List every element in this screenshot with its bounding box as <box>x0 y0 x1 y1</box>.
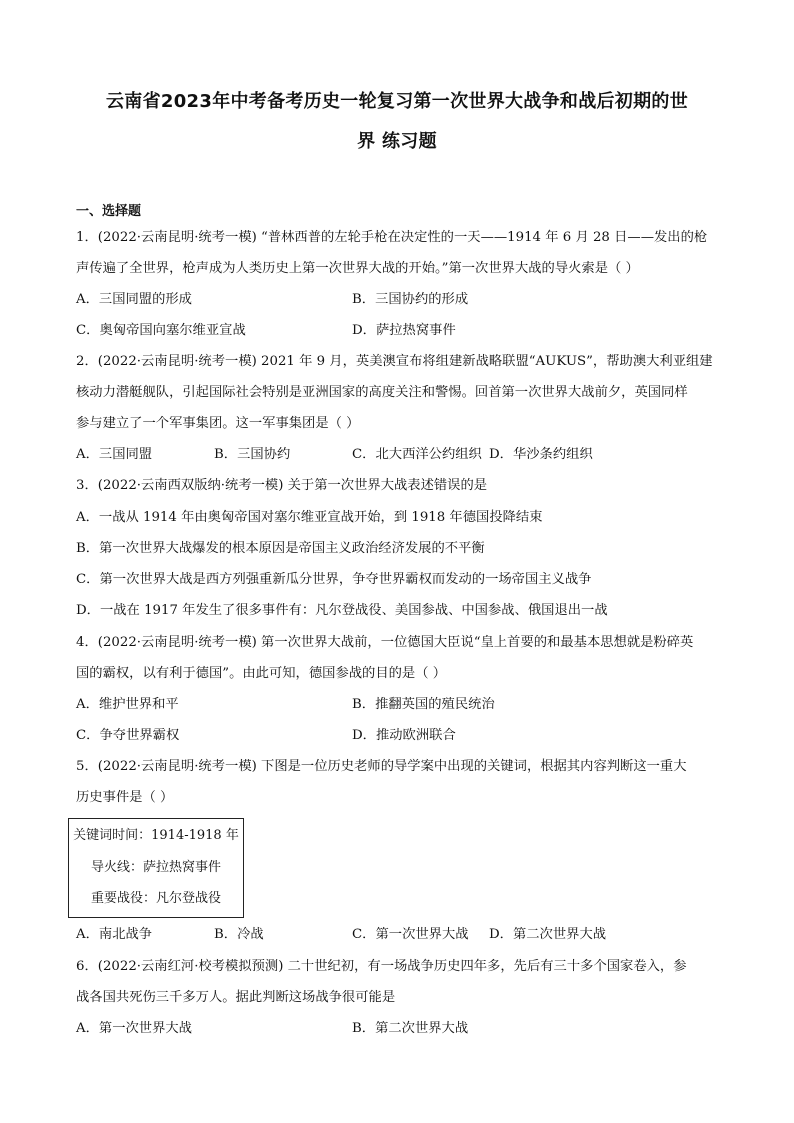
option-d: D．萨拉热窝事件 <box>352 323 456 338</box>
option-d: D．推动欧洲联合 <box>352 728 456 743</box>
keyword-battle: 重要战役：凡尔登战役 <box>90 891 221 906</box>
question-text: 历史事件是（ ） <box>76 790 174 805</box>
option-a: A．第一次世界大战 <box>76 1021 192 1036</box>
option-c: C．北大西洋公约组织 <box>352 447 482 462</box>
title-line-2: 界 练习题 <box>357 131 437 152</box>
question-text: 声传遍了全世界，枪声成为人类历史上第一次世界大战的开始。”第一次世界大战的导火索是（ ） <box>76 261 639 276</box>
option-a: A．三国同盟 <box>76 447 153 462</box>
question-text: 1．(2022·云南昆明·统考一模) “普林西普的左轮手枪在决定性的一天——1914 年 6 月 28 日——发出的枪 <box>76 230 708 245</box>
option-c: C．奥匈帝国向塞尔维亚宣战 <box>76 323 246 338</box>
option-c: C．第一次世界大战是西方列强重新瓜分世界，争夺世界霸权而发动的一场帝国主义战争 <box>76 572 592 587</box>
option-b: B．推翻英国的殖民统治 <box>352 697 495 712</box>
keyword-time: 关键词时间：1914-1918 年 <box>73 828 239 843</box>
title-line-1: 云南省2023年中考备考历史一轮复习第一次世界大战争和战后初期的世 <box>106 91 688 112</box>
question-text: 3．(2022·云南西双版纳·统考一模) 关于第一次世界大战表述错误的是 <box>76 478 488 493</box>
question-text: 4．(2022·云南昆明·统考一模) 第一次世界大战前，一位德国大臣说“皇上首要的和最基本思想就是粉碎英 <box>76 635 694 650</box>
option-b: B．三国协约的形成 <box>352 292 469 307</box>
option-b: B．第一次世界大战爆发的根本原因是帝国主义政治经济发展的不平衡 <box>76 541 485 556</box>
option-d: D．华沙条约组织 <box>489 447 593 462</box>
option-a: A．三国同盟的形成 <box>76 292 192 307</box>
question-text: 国的霸权，以有利于德国”。由此可知，德国参战的目的是（ ） <box>76 666 447 681</box>
question-text: 核动力潜艇舰队，引起国际社会特别是亚洲国家的高度关注和警惕。回首第一次世界大战前夕，英国同样 <box>76 385 688 400</box>
section-heading: 一、选择题 <box>76 204 142 219</box>
option-d: D．第二次世界大战 <box>489 927 607 942</box>
question-text: 6．(2022·云南红河·校考模拟预测) 二十世纪初，有一场战争历史四年多，先后有三十多个国家卷入，参 <box>76 959 687 974</box>
option-b: B．第二次世界大战 <box>352 1021 469 1036</box>
option-a: A．南北战争 <box>76 927 153 942</box>
question-text: 5．(2022·云南昆明·统考一模) 下图是一位历史老师的导学案中出现的关键词，根据其内容判断这一重大 <box>76 759 687 774</box>
option-c: C．第一次世界大战 <box>352 927 469 942</box>
option-b: B．冷战 <box>214 927 264 942</box>
question-text: 2．(2022·云南昆明·统考一模) 2021 年 9 月，英美澳宣布将组建新战略联盟“AUKUS”，帮助澳大利亚组建 <box>76 354 713 369</box>
keyword-trigger: 导火线：萨拉热窝事件 <box>90 860 221 875</box>
option-d: D．一战在 1917 年发生了很多事件有：凡尔登战役、美国参战、中国参战、俄国退出一战 <box>76 603 608 618</box>
keyword-box <box>68 818 244 918</box>
question-text: 参与建立了一个军事集团。这一军事集团是（ ） <box>76 416 360 431</box>
option-b: B．三国协约 <box>214 447 291 462</box>
option-a: A．一战从 1914 年由奥匈帝国对塞尔维亚宣战开始，到 1918 年德国投降结束 <box>76 510 543 525</box>
option-a: A．维护世界和平 <box>76 697 179 712</box>
option-c: C．争夺世界霸权 <box>76 728 180 743</box>
page-title <box>60 82 734 162</box>
question-text: 战各国共死伤三千多万人。据此判断这场战争很可能是 <box>76 990 396 1005</box>
